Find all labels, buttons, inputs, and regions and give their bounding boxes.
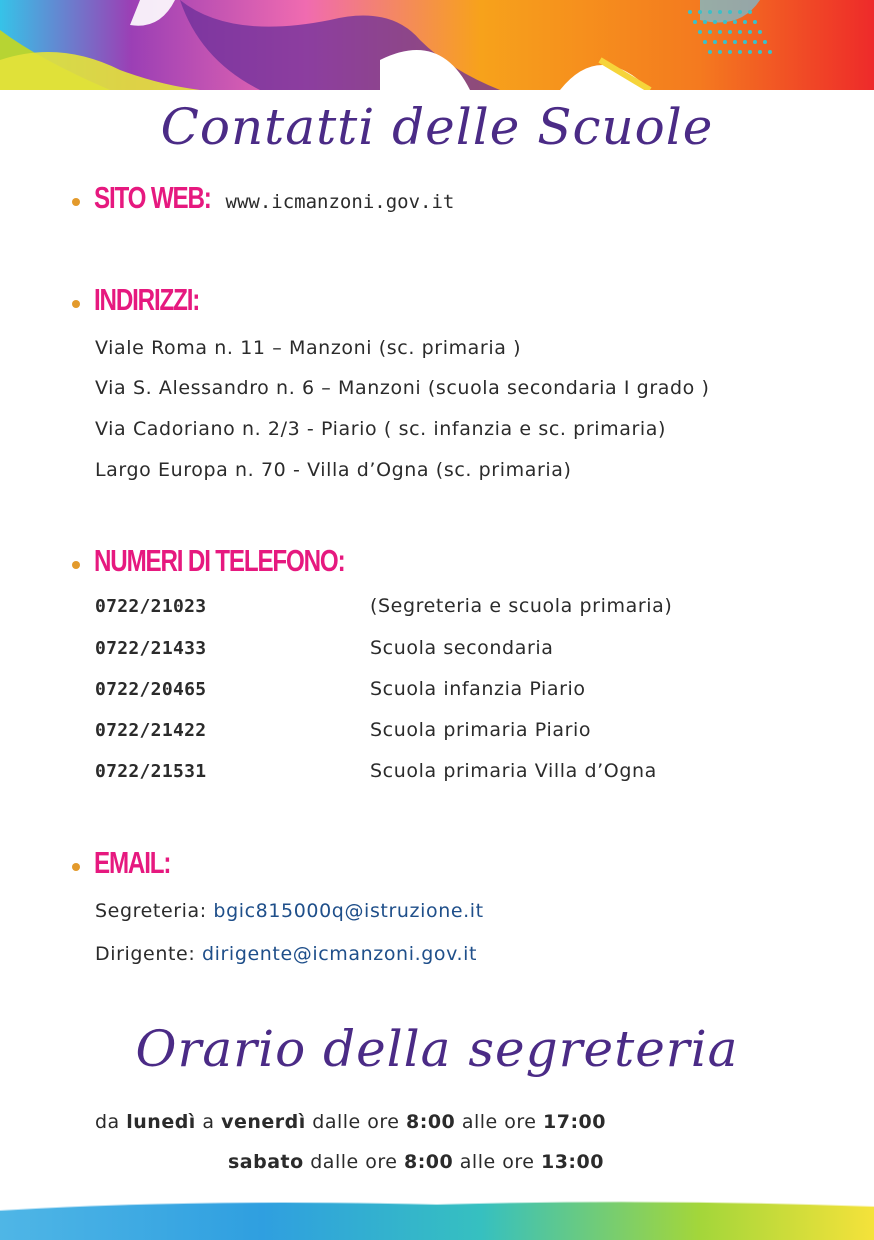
hours-time: 8:00 — [403, 1151, 454, 1173]
hours-text: alle ore — [453, 1151, 541, 1173]
phone-number[interactable]: 0722/21531 — [95, 761, 207, 782]
phones-section — [72, 543, 415, 579]
hours-text: alle ore — [455, 1111, 543, 1133]
bullet-icon — [72, 198, 80, 206]
hours-day: sabato — [228, 1151, 304, 1173]
bottom-decorative-banner — [0, 1198, 874, 1240]
phone-description: Scuola secondaria — [370, 637, 554, 659]
bullet-icon — [72, 561, 80, 569]
address-line: Viale Roma n. 11 – Manzoni (sc. primaria ) — [95, 337, 522, 359]
top-decorative-banner — [0, 0, 874, 90]
phone-description: Scuola primaria Villa d’Ogna — [370, 760, 657, 782]
page-title-contacts: Contatti delle Scuole — [160, 98, 714, 156]
address-line: Via S. Alessandro n. 6 – Manzoni (scuola secondaria I grado ) — [95, 377, 710, 399]
phones-label: NUMERI DI TELEFONO: — [94, 543, 345, 578]
hours-day: venerdì — [221, 1111, 306, 1133]
phone-number[interactable]: 0722/21023 — [95, 596, 207, 617]
email-owner-label: Segreteria: — [95, 900, 207, 922]
hours-day: lunedì — [126, 1111, 196, 1133]
phone-number[interactable]: 0722/21422 — [95, 720, 207, 741]
email-line-dirigente — [95, 943, 477, 965]
hours-time: 17:00 — [543, 1111, 606, 1133]
website-label: SITO WEB: — [94, 180, 211, 215]
addresses-label: INDIRIZZI: — [94, 282, 200, 317]
hours-text: da — [95, 1111, 127, 1133]
bullet-icon — [72, 863, 80, 871]
email-line-segreteria — [95, 900, 484, 922]
address-line: Largo Europa n. 70 - Villa d’Ogna (sc. primaria) — [95, 459, 572, 481]
bullet-icon — [72, 300, 80, 308]
hours-time: 8:00 — [406, 1111, 456, 1133]
website-url[interactable]: www.icmanzoni.gov.it — [225, 191, 455, 213]
phone-description: Scuola primaria Piario — [370, 719, 592, 741]
phone-number[interactable]: 0722/20465 — [95, 679, 207, 700]
hours-saturday — [228, 1151, 604, 1173]
email-section — [72, 845, 192, 881]
hours-time: 13:00 — [540, 1151, 604, 1173]
email-link-segreteria[interactable]: bgic815000q@istruzione.it — [213, 900, 484, 922]
hours-weekdays — [95, 1111, 606, 1133]
address-line: Via Cadoriano n. 2/3 - Piario ( sc. infanzia e sc. primaria) — [95, 418, 667, 440]
page-title-hours: Orario della segreteria — [135, 1020, 739, 1078]
email-link-dirigente[interactable]: dirigente@icmanzoni.gov.it — [201, 943, 478, 965]
hours-text: dalle ore — [303, 1151, 404, 1173]
hours-text: dalle ore — [305, 1111, 407, 1133]
email-label: EMAIL: — [94, 845, 171, 880]
phone-description: Scuola infanzia Piario — [370, 678, 586, 700]
email-owner-label: Dirigente: — [95, 943, 196, 965]
website-section — [72, 180, 454, 216]
phone-description: (Segreteria e scuola primaria) — [370, 595, 673, 617]
phone-number[interactable]: 0722/21433 — [95, 638, 207, 659]
hours-text: a — [195, 1111, 222, 1133]
addresses-section — [72, 282, 229, 318]
